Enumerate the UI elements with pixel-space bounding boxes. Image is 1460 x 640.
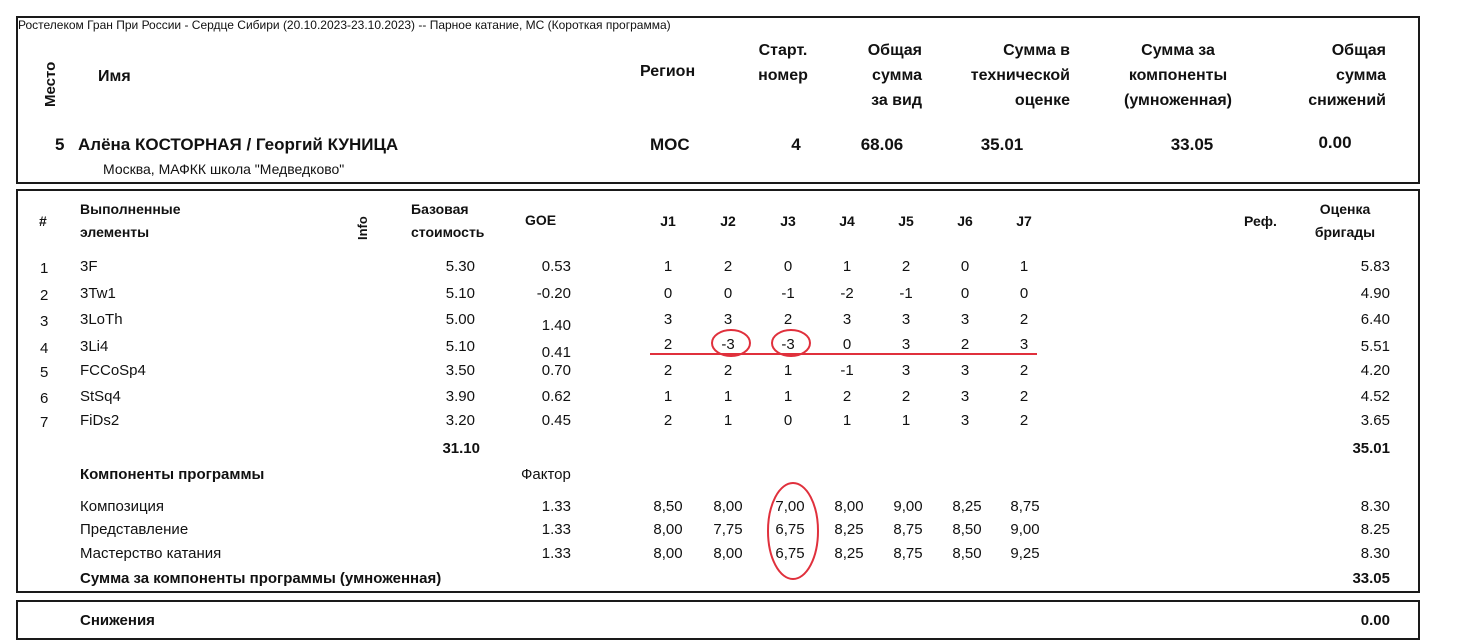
element-base-value: 3.50 [445, 362, 475, 379]
pcs-header-line2: компоненты [1128, 67, 1228, 84]
element-judge-score: 1 [783, 388, 793, 405]
total-score-header-line2: сумма [872, 67, 922, 84]
name-header: Имя [98, 68, 131, 85]
start-number-header-line1: Старт. [758, 42, 808, 59]
component-judge-score: 8,00 [713, 545, 743, 562]
element-goe: 1.40 [541, 317, 571, 334]
component-judge-score: 6,75 [775, 521, 805, 538]
element-judge-score: 1 [1019, 258, 1029, 275]
base-value-col-header-line1: Базовая [411, 201, 469, 217]
elements-col-header-line2: элементы [80, 224, 150, 240]
panel-score-col-header-line2: бригады [1314, 224, 1376, 240]
region-header: Регион [640, 63, 696, 80]
tes-header-line2: технической [970, 67, 1070, 84]
start-number-header-line2: номер [758, 67, 808, 84]
element-number: 3 [40, 313, 49, 330]
element-judge-score: 1 [842, 412, 852, 429]
element-judge-score: -2 [840, 285, 854, 302]
element-base-value: 3.90 [445, 388, 475, 405]
component-judge-score: 7,00 [775, 498, 805, 515]
component-factor: 1.33 [541, 521, 571, 538]
element-goe: 0.53 [541, 258, 571, 275]
element-base-value: 5.00 [445, 311, 475, 328]
pcs-header-line1: Сумма за [1141, 42, 1215, 59]
element-panel-score: 6.40 [1360, 311, 1390, 328]
component-judge-score: 8,75 [893, 521, 923, 538]
element-judge-score: 3 [842, 311, 852, 328]
skater-start-number: 4 [791, 135, 801, 154]
element-panel-score: 4.52 [1360, 388, 1390, 405]
element-judge-score: 2 [1019, 388, 1029, 405]
element-judge-score: 0 [960, 285, 970, 302]
element-judge-score: 2 [1019, 311, 1029, 328]
element-goe: 0.45 [541, 412, 571, 429]
element-panel-score: 5.51 [1360, 338, 1390, 355]
judge-col-header: J2 [720, 213, 736, 229]
element-panel-score: 3.65 [1360, 412, 1390, 429]
element-base-value: 3.20 [445, 412, 475, 429]
element-judge-score: 2 [663, 412, 673, 429]
element-panel-score: 4.20 [1360, 362, 1390, 379]
element-base-value: 5.30 [445, 258, 475, 275]
element-judge-score: 3 [960, 388, 970, 405]
judge-col-header: J7 [1016, 213, 1032, 229]
panel-score-col-header-line1: Оценка [1319, 201, 1371, 217]
element-judge-score: 2 [901, 388, 911, 405]
element-number: 1 [40, 260, 49, 277]
element-goe: 0.70 [541, 362, 571, 379]
deductions-value: 0.00 [1360, 612, 1390, 629]
element-judge-score: 2 [1019, 412, 1029, 429]
component-judge-score: 8,75 [893, 545, 923, 562]
component-panel-score: 8.30 [1360, 545, 1390, 562]
element-judge-score: 2 [663, 362, 673, 379]
element-judge-score: 2 [960, 336, 970, 353]
judge-col-header: J5 [898, 213, 914, 229]
element-name: FiDs2 [80, 412, 120, 429]
element-judge-score: 1 [723, 412, 733, 429]
skater-total-score: 68.06 [860, 135, 904, 154]
element-judge-score: 3 [901, 311, 911, 328]
component-judge-score: 8,00 [653, 521, 683, 538]
tes-total: 35.01 [1352, 440, 1390, 457]
element-judge-score: 0 [1019, 285, 1029, 302]
element-judge-score: 1 [663, 258, 673, 275]
element-judge-score: 3 [901, 336, 911, 353]
component-judge-score: 8,50 [952, 521, 982, 538]
skater-club: Москва, МАФКК школа "Медведково" [103, 161, 345, 177]
component-judge-score: 9,25 [1010, 545, 1040, 562]
elements-col-header-line1: Выполненные [80, 201, 181, 217]
element-judge-score: 1 [901, 412, 911, 429]
element-judge-score: 2 [723, 258, 733, 275]
element-judge-score: -1 [781, 285, 795, 302]
goe-col-header: GOE [525, 212, 557, 228]
judge-col-header: J6 [957, 213, 973, 229]
element-base-value: 5.10 [445, 285, 475, 302]
element-number: 7 [40, 414, 49, 431]
element-judge-score: 2 [842, 388, 852, 405]
info-col-header: Info [355, 216, 370, 240]
element-judge-score: 2 [1019, 362, 1029, 379]
element-judge-score: -1 [899, 285, 913, 302]
element-judge-score: 3 [960, 362, 970, 379]
element-judge-score: 0 [783, 412, 793, 429]
component-judge-score: 8,00 [834, 498, 864, 515]
component-judge-score: 8,25 [952, 498, 982, 515]
element-goe: -0.20 [536, 285, 571, 302]
element-number: 2 [40, 287, 49, 304]
deductions-header-line2: сумма [1336, 67, 1386, 84]
element-name: FCCoSp4 [80, 362, 146, 379]
component-judge-score: 8,50 [653, 498, 683, 515]
component-judge-score: 8,25 [834, 545, 864, 562]
element-judge-score: 0 [723, 285, 733, 302]
component-judge-score: 8,00 [653, 545, 683, 562]
component-panel-score: 8.25 [1360, 521, 1390, 538]
judge-col-header: J1 [660, 213, 676, 229]
component-judge-score: 8,75 [1010, 498, 1040, 515]
component-judge-score: 8,25 [834, 521, 864, 538]
element-judge-score: 0 [663, 285, 673, 302]
element-number: 5 [40, 364, 49, 381]
element-goe: 0.41 [541, 344, 571, 361]
component-judge-score: 9,00 [893, 498, 923, 515]
base-value-total: 31.10 [442, 440, 480, 457]
element-judge-score: 0 [842, 336, 852, 353]
element-judge-score: 3 [960, 412, 970, 429]
judge-col-header: J3 [780, 213, 796, 229]
event-title: Ростелеком Гран При России - Сердце Сибири (20.10.2023-23.10.2023) -- Парное катание, МС (Короткая программа) [18, 18, 671, 32]
skater-region: МОС [650, 135, 690, 154]
skater-deductions: 0.00 [1318, 133, 1352, 152]
component-judge-score: 8,50 [952, 545, 982, 562]
factor-label: Фактор [521, 466, 571, 483]
element-judge-score: 3 [663, 311, 673, 328]
element-judge-score: -3 [781, 336, 795, 353]
element-judge-score: 2 [663, 336, 673, 353]
element-judge-score: 3 [960, 311, 970, 328]
element-judge-score: -1 [840, 362, 854, 379]
element-name: 3Tw1 [80, 285, 116, 302]
element-judge-score: 1 [783, 362, 793, 379]
element-judge-score: 2 [723, 362, 733, 379]
skater-name: Алёна КОСТОРНАЯ / Георгий КУНИЦА [78, 135, 399, 154]
skater-tes: 35.01 [980, 135, 1024, 154]
total-score-header-line3: за вид [871, 92, 922, 109]
pcs-header-line3: (умноженная) [1124, 92, 1232, 109]
deductions-header-line1: Общая [1331, 42, 1386, 59]
element-base-value: 5.10 [445, 338, 475, 355]
component-judge-score: 8,00 [713, 498, 743, 515]
element-judge-score: 1 [723, 388, 733, 405]
ref-col-header: Реф. [1244, 213, 1277, 229]
element-panel-score: 4.90 [1360, 285, 1390, 302]
component-panel-score: 8.30 [1360, 498, 1390, 515]
tes-header-line1: Сумма в [1003, 42, 1070, 59]
component-factor: 1.33 [541, 498, 571, 515]
deductions-label: Снижения [80, 612, 155, 629]
deductions-header-line3: снижений [1308, 92, 1386, 109]
judge-col-header: J4 [839, 213, 855, 229]
base-value-col-header-line2: стоимость [411, 224, 485, 240]
component-judge-score: 7,75 [713, 521, 743, 538]
components-total-label: Сумма за компоненты программы (умноженная) [80, 570, 442, 587]
element-judge-score: -3 [721, 336, 735, 353]
skater-place: 5 [55, 135, 65, 154]
element-judge-score: 1 [663, 388, 673, 405]
component-factor: 1.33 [541, 545, 571, 562]
element-name: 3LoTh [80, 311, 123, 328]
component-judge-score: 9,00 [1010, 521, 1040, 538]
components-title: Компоненты программы [80, 466, 265, 483]
skater-pcs: 33.05 [1170, 135, 1214, 154]
element-panel-score: 5.83 [1360, 258, 1390, 275]
element-judge-score: 2 [901, 258, 911, 275]
element-number: 4 [40, 340, 49, 357]
annotation-circle-components-j3 [768, 483, 818, 579]
components-total: 33.05 [1352, 570, 1390, 587]
element-goe: 0.62 [541, 388, 571, 405]
element-judge-score: 0 [960, 258, 970, 275]
total-score-header-line1: Общая [867, 42, 922, 59]
component-judge-score: 6,75 [775, 545, 805, 562]
annotation-circle-j3 [772, 330, 810, 356]
component-name: Представление [80, 521, 189, 538]
component-name: Композиция [80, 498, 165, 515]
element-judge-score: 3 [723, 311, 733, 328]
element-name: 3F [80, 258, 98, 275]
annotation-circle-j2 [712, 330, 750, 356]
element-name: 3Li4 [80, 338, 109, 355]
component-name: Мастерство катания [80, 545, 222, 562]
element-judge-score: 3 [901, 362, 911, 379]
element-judge-score: 0 [783, 258, 793, 275]
element-judge-score: 1 [842, 258, 852, 275]
element-name: StSq4 [80, 388, 121, 405]
number-col-header: # [39, 213, 47, 229]
place-header: Место [42, 61, 59, 107]
element-judge-score: 2 [783, 311, 793, 328]
element-number: 6 [40, 390, 49, 407]
element-judge-score: 3 [1019, 336, 1029, 353]
tes-header-line3: оценке [1014, 92, 1070, 109]
